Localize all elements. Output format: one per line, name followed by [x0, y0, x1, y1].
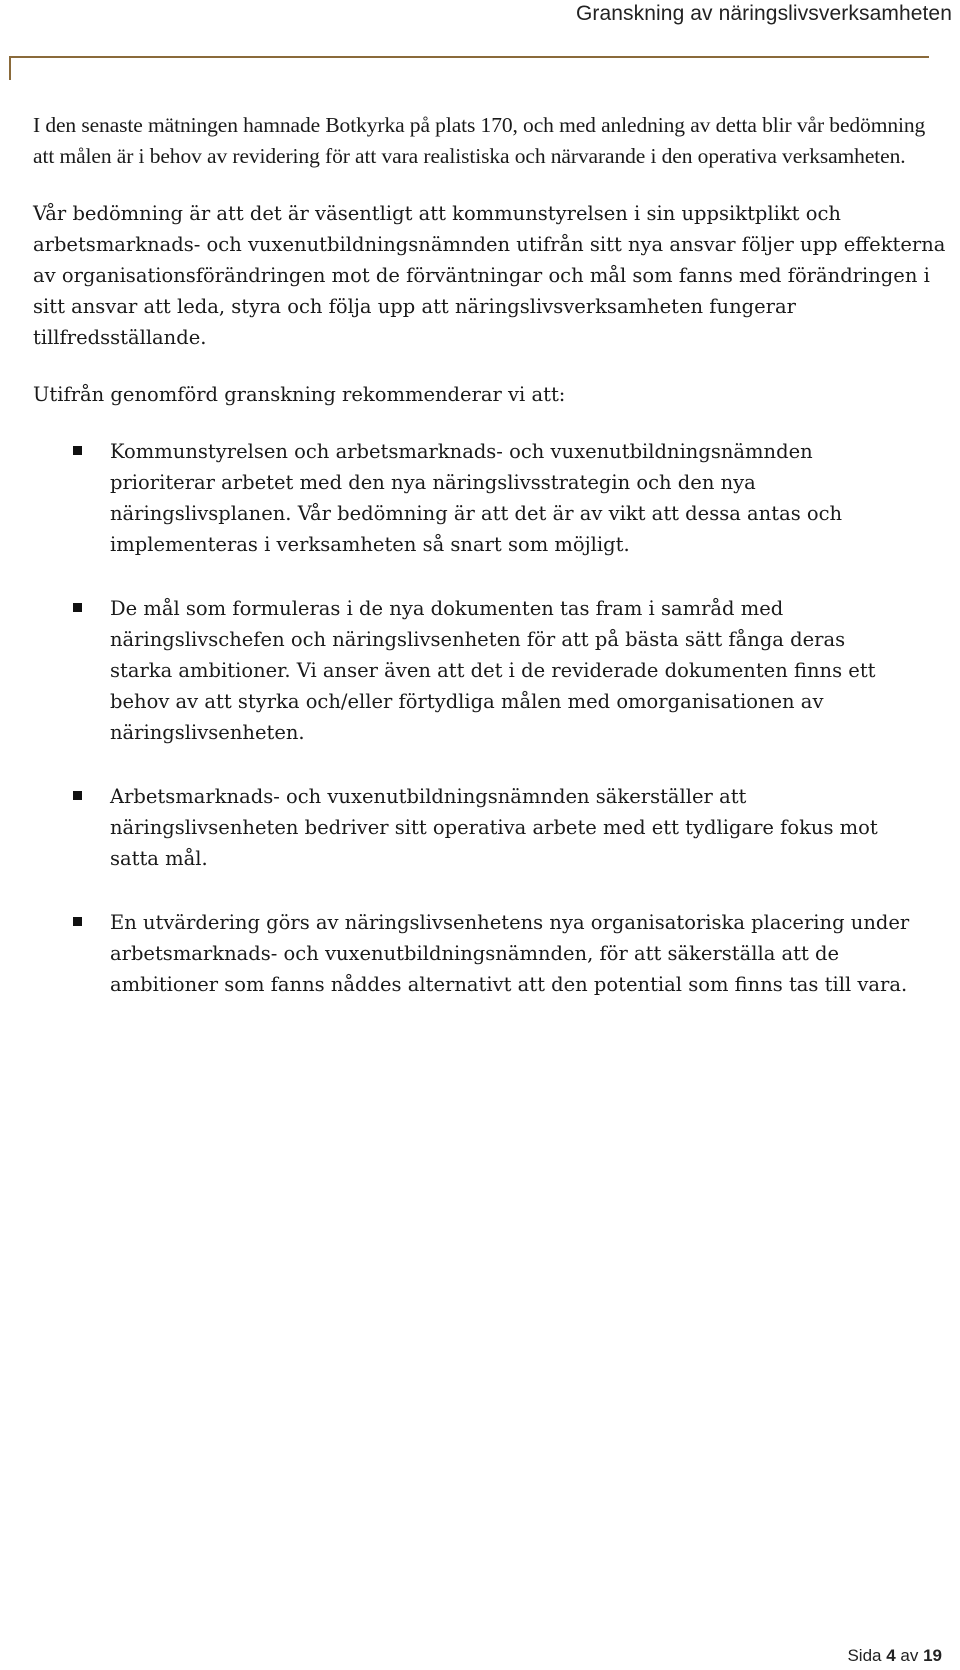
recommendation-item	[33, 781, 910, 874]
page-number-prefix: Sida	[847, 1646, 887, 1665]
square-bullet-icon	[73, 917, 82, 926]
recommendation-text: En utvärdering görs av näringslivsenhetens nya organisatoriska placering under arbetsmarknads- och vuxenutbildningsnämnden, för att säkerställa att de ambitioner som fanns nåddes alternativt att den potential som finns tas till vara.	[110, 911, 910, 996]
header-corner-tick	[9, 56, 11, 80]
paragraph-assessment: Vår bedömning är att det är väsentligt att kommunstyrelsen i sin uppsiktplikt och arbetsmarknads- och vuxenutbildningsnämnden utifrån sitt nya ansvar följer upp effekterna av organisationsförändringen mot de förväntningar och mål som fanns med förändringen i sitt ansvar att leda, styra och följa upp att näringslivsverksamheten fungerar tillfredsställande.	[33, 202, 946, 349]
recommendation-text: Kommunstyrelsen och arbetsmarknads- och vuxenutbildningsnämnden prioriterar arbetet med den nya näringslivsstrategin och den nya näringslivsplanen. Vår bedömning är att det är av vikt att dessa antas och implementeras i verksamheten så snart som möjligt.	[110, 440, 843, 556]
page-number-current: 4	[886, 1646, 896, 1665]
square-bullet-icon	[73, 603, 82, 612]
document-body	[33, 110, 948, 1033]
recommendation-list	[33, 436, 948, 1000]
recommendation-item	[33, 593, 910, 748]
paragraph-recommendation-intro: Utifrån genomförd granskning rekommenderar vi att:	[33, 383, 566, 406]
page-number	[847, 1646, 942, 1666]
page-number-total: 19	[923, 1646, 942, 1665]
running-header-title: Granskning av näringslivsverksamheten	[575, 2, 952, 25]
recommendation-item	[33, 907, 910, 1000]
square-bullet-icon	[73, 446, 82, 455]
header-rule	[9, 56, 929, 58]
square-bullet-icon	[73, 791, 82, 800]
recommendation-text: Arbetsmarknads- och vuxenutbildningsnämnden säkerställer att näringslivsenheten bedriver sitt operativa arbete med ett tydligare fokus mot satta mål.	[110, 785, 878, 870]
page-number-separator: av	[895, 1646, 924, 1665]
recommendation-item	[33, 436, 910, 560]
paragraph-ranking: I den senaste mätningen hamnade Botkyrka på plats 170, och med anledning av detta blir vår bedömning att målen är i behov av revidering för att vara realistiska och närvarande i den operativa verksamheten.	[33, 113, 926, 168]
recommendation-text: De mål som formuleras i de nya dokumenten tas fram i samråd med näringslivschefen och näringslivsenheten för att på bästa sätt fånga deras starka ambitioner. Vi anser även att det i de reviderade dokumenten finns ett behov av att styrka och/eller förtydliga målen med omorganisationen av näringslivsenheten.	[110, 597, 876, 744]
